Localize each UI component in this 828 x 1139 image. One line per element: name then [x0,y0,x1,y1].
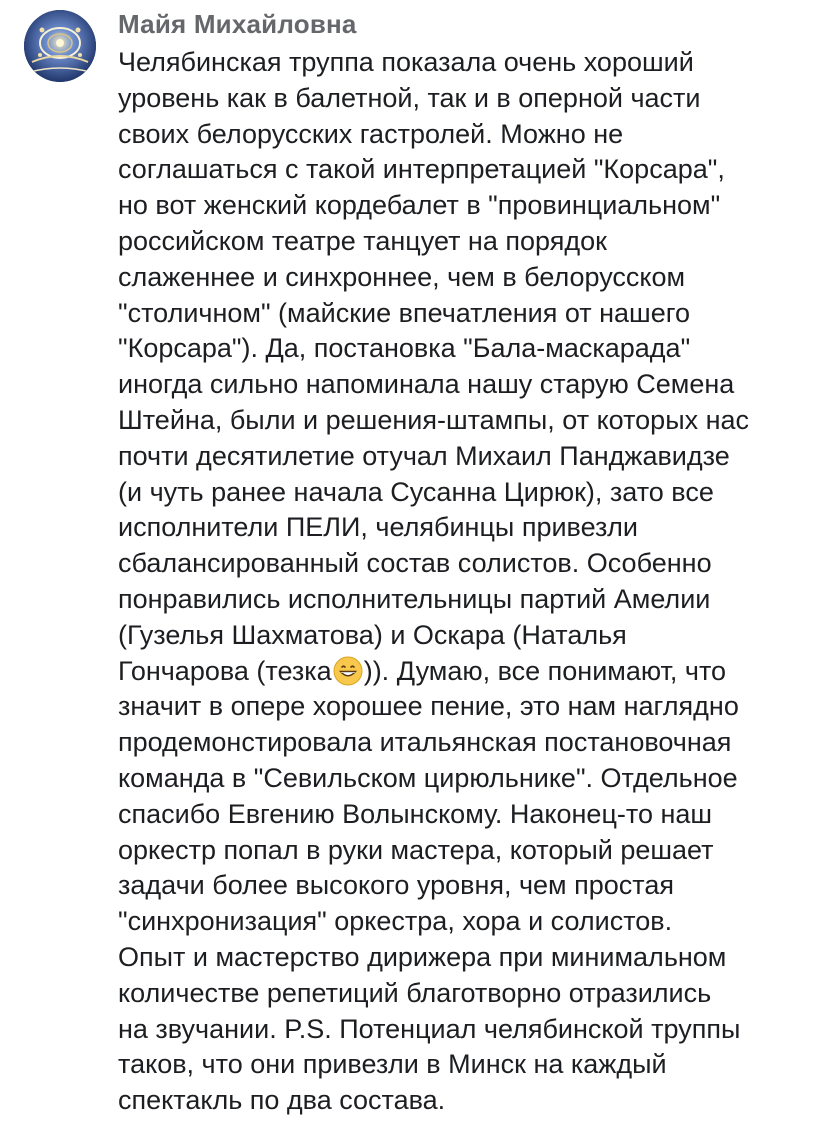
comment-line: на звучании. P.S. Потенциал челябинской труппы [118,1013,741,1044]
comment-line: (Гузелья Шахматова) и Оскара (Наталья [118,619,627,650]
comment-body [118,0,808,1119]
comment-line-segment: )). Думаю, все понимают, что [363,655,727,686]
comment-line-segment: Гончарова (тезка [118,655,332,686]
grinning-face-emoji [333,656,363,686]
comment-line: (и чуть ранее начала Сусанна Цирюк), зато все [118,476,714,507]
comment-line: слаженнее и синхроннее, чем в белорусском [118,261,686,292]
comment-line: понравились исполнительницы партий Амелии [118,583,711,614]
comment-author[interactable]: Майя Михайловна [118,9,357,39]
comment-line: исполнители ПЕЛИ, челябинцы привезли [118,512,638,543]
comment-line: "синхронизация" оркестра, хора и солистов. [118,906,673,937]
comment-line: "столичном" (майские впечатления от нашего [118,297,691,328]
comment-line: но вот женский кордебалет в "провинциальном" [118,190,721,221]
comment-line: значит в опере хорошее пение, это нам наглядно [118,691,739,722]
comment-line: оркестр попал в руки мастера, который решает [118,834,714,865]
comment-text [118,45,808,1119]
comment-line: сбалансированный состав солистов. Особенно [118,548,712,579]
comment-line: почти десятилетие отучал Михаил Панджавидзе [118,440,730,471]
comment-line: команда в "Севильском цирюльнике". Отдельное [118,762,738,793]
comment-line-with-emoji [118,654,808,690]
comment-line: таков, что они привезли в Минск на каждый [118,1049,667,1080]
comment-line: задачи более высокого уровня, чем простая [118,870,674,901]
comment-line: иногда сильно напоминала нашу старую Семена [118,369,735,400]
comment-line: Опыт и мастерство дирижера при минимальном [118,941,727,972]
comment-line: продемонстировала итальянская постановочная [118,727,732,758]
comment-line: "Корсара"). Да, постановка "Бала-маскарада" [118,333,691,364]
comment-line: Челябинская труппа показала очень хороший [118,47,694,77]
comment-line: своих белорусских гастролей. Можно не [118,118,624,149]
comment-line: спектакль по два состава. [118,1085,446,1116]
comment-line: уровень как в балетной, так и в оперной части [118,82,701,113]
avatar-ornament-icon [24,10,96,82]
comment-line: российском театре танцует на порядок [118,225,607,256]
comment-line: количестве репетиций благотворно отразились [118,977,712,1008]
comment-line: Штейна, были и решения-штампы, от которых нас [118,404,750,435]
comment-line: соглашаться с такой интерпретацией "Корсара", [118,154,725,185]
comment-line: спасибо Евгению Волынскому. Наконец-то наш [118,798,713,829]
avatar[interactable] [24,10,96,82]
